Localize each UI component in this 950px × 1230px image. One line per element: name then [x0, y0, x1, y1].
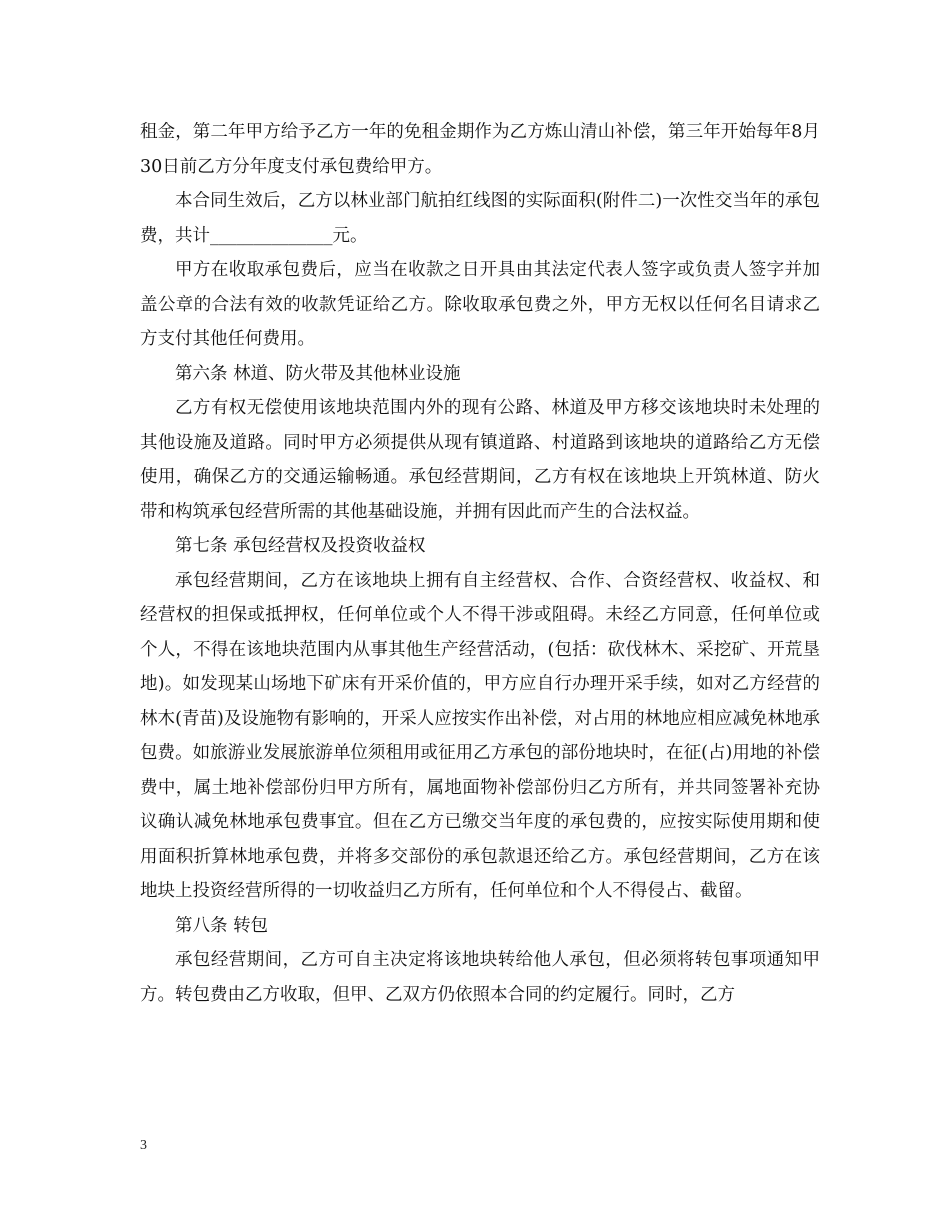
paragraph: 承包经营期间，乙方在该地块上拥有自主经营权、合作、合资经营权、收益权、和经营权的担保或抵押权，任何单位或个人不得干涉或阻碍。未经乙方同意，任何单位或个人，不得在该地块范围内从事其他生产经营活动，(包括：砍伐林木、采挖矿、开荒垦地)。如发现某山场地下矿床有开采价值的，甲方应自行办理开采手续，如对乙方经营的林木(青苗)及设施物有影响的，开采人应按实作出补偿，对占用的林地应相应减免林地承包费。如旅游业发展旅游单位须租用或征用乙方承包的部份地块时，在征(占)用地的补偿费中，属土地补偿部份归甲方所有，属地面物补偿部份归乙方所有，并共同签署补充协议确认减免林地承包费事宜。但在乙方已缴交当年度的承包费的，应按实际使用期和使用面积折算林地承包费，并将多交部份的承包款退还给乙方。承包经营期间，乙方在该地块上投资经营所得的一切收益归乙方所有，任何单位和个人不得侵占、截留。: [140, 570, 820, 901]
document-body: [140, 115, 820, 1012]
section-heading: 第六条 林道、防火带及其他林业设施: [175, 363, 461, 384]
paragraph: 本合同生效后，乙方以林业部门航拍红线图的实际面积(附件二)一次性交当年的承包费，共计______________元。: [140, 191, 820, 246]
section-heading: 第七条 承包经营权及投资收益权: [175, 536, 426, 556]
paragraph: 甲方在收取承包费后，应当在收款之日开具由其法定代表人签字或负责人签字并加盖公章的合法有效的收款凭证给乙方。除收取承包费之外，甲方无权以任何名目请求乙方支付其他任何费用。: [140, 260, 820, 349]
page-number: 3: [140, 1138, 147, 1153]
paragraph: 承包经营期间，乙方可自主决定将该地块转给他人承包，但必须将转包事项通知甲方。转包费由乙方收取，但甲、乙双方仍依照本合同的约定履行。同时，乙方: [140, 950, 820, 1005]
section-heading: 第八条 转包: [175, 915, 269, 936]
paragraph: 乙方有权无偿使用该地块范围内外的现有公路、林道及甲方移交该地块时未处理的其他设施及道路。同时甲方必须提供从现有镇道路、村道路到该地块的道路给乙方无偿使用，确保乙方的交通运输畅通。承包经营期间，乙方有权在该地块上开筑林道、防火带和构筑承包经营所需的其他基础设施，并拥有因此而产生的合法权益。: [140, 398, 820, 522]
paragraph: 租金，第二年甲方给予乙方一年的免租金期作为乙方炼山清山补偿，第三年开始每年8月30日前乙方分年度支付承包费给甲方。: [140, 122, 820, 177]
